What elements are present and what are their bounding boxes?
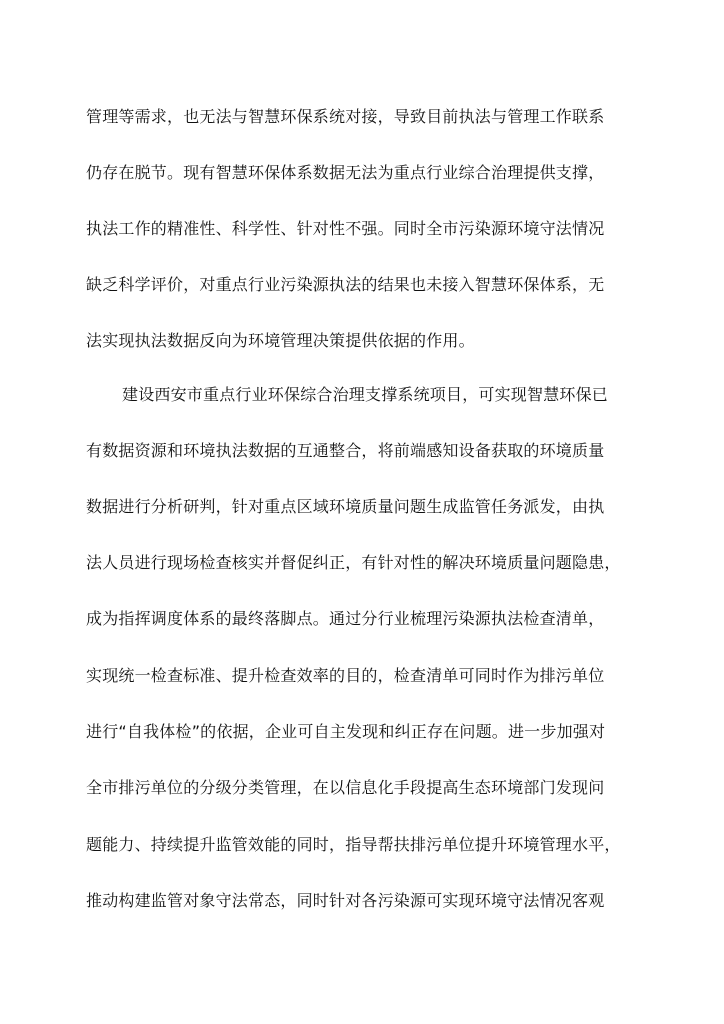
- paragraph-first-line: 建设西安市重点行业环保综合治理支撑系统项目，可实现智慧环保已: [122, 385, 609, 404]
- text-line: 管理等需求，也无法与智慧环保系统对接，导致目前执法与管理工作联系: [86, 107, 605, 126]
- text-line: 执法工作的精准性、科学性、针对性不强。同时全市污染源环境守法情况: [86, 219, 605, 238]
- text-line: 法人员进行现场检查核实并督促纠正，有针对性的解决环境质量问题隐患，: [86, 553, 621, 572]
- text-line: 缺乏科学评价，对重点行业污染源执法的结果也未接入智慧环保体系，无: [86, 275, 605, 294]
- text-line: 实现统一检查标准、提升检查效率的目的，检查清单可同时作为排污单位: [86, 666, 605, 685]
- text-line: 进行“自我体检”的依据，企业可自主发现和纠正存在问题。进一步加强对: [86, 722, 606, 741]
- text-line: 全市排污单位的分级分类管理，在以信息化手段提高生态环境部门发现问: [86, 778, 605, 797]
- text-line: 题能力、持续提升监管效能的同时，指导帮扶排污单位提升环境管理水平，: [86, 835, 621, 854]
- text-line: 数据进行分析研判，针对重点区域环境质量问题生成监管任务派发，由执: [86, 497, 605, 516]
- text-line: 仍存在脱节。现有智慧环保体系数据无法为重点行业综合治理提供支撑，: [86, 163, 605, 182]
- text-line: 推动构建监管对象守法常态，同时针对各污染源可实现环境守法情况客观: [86, 891, 605, 910]
- text-line: 法实现执法数据反向为环境管理决策提供依据的作用。: [86, 331, 475, 350]
- text-line: 成为指挥调度体系的最终落脚点。通过分行业梳理污染源执法检查清单，: [86, 609, 605, 628]
- text-line: 有数据资源和环境执法数据的互通整合，将前端感知设备获取的环境质量: [86, 441, 605, 460]
